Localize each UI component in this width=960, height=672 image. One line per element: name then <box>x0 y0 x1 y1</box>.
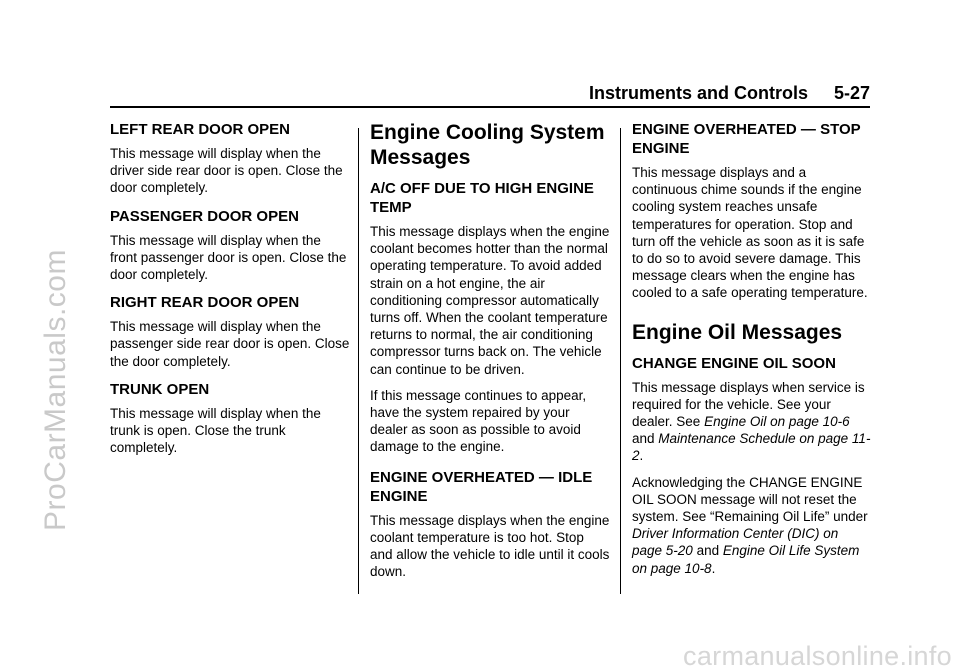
header-rule <box>110 106 870 108</box>
cross-reference: Driver Information Center (DIC) on page 5-20 <box>632 526 839 559</box>
section-text: This message will display when the passenger side rear door is open. Close the door completely. <box>110 319 350 369</box>
section-left-rear-door <box>110 120 350 197</box>
column-1 <box>110 120 350 466</box>
header-section-title: Instruments and Controls <box>588 83 808 103</box>
section-text: If this message continues to appear, have the system repaired by your dealer as soon as possible to avoid damage to the engine. <box>370 387 587 455</box>
column-2 <box>370 120 610 592</box>
section-text: This message will display when the front passenger door is open. Close the door completely. <box>110 232 347 283</box>
section-text: This message displays when service is required for the vehicle. See your dealer. See Engine Oil on page 10-6 and Maintenance Schedule on page 11-2. <box>632 379 871 464</box>
section-trunk-open <box>110 380 350 457</box>
section-text: This message displays when the engine coolant becomes hotter than the normal operating temperature. To avoid added strain on a hot engine, the air conditioning compressor automatically turns off. When the coolant temperature returns to normal, the air conditioning compressor turns back on. The vehicle can continue to be driven. <box>370 224 610 377</box>
section-text: This message displays when the engine coolant temperature is too hot. Stop and allow the vehicle to idle until it cools down. <box>370 512 610 580</box>
section-overheated-stop <box>632 120 872 302</box>
section-overheated-idle <box>370 468 610 581</box>
watermark-bottom: carmanualsonline.info <box>683 641 952 671</box>
section-title: RIGHT REAR DOOR OPEN <box>110 294 300 312</box>
section-text: This message will display when the trunk is open. Close the trunk completely. <box>110 405 321 456</box>
cross-reference: Engine Oil on page 10-6 <box>704 414 850 430</box>
section-title: CHANGE ENGINE OIL SOON <box>632 354 836 372</box>
section-text: Acknowledging the CHANGE ENGINE OIL SOON message will not reset the system. See “Remaining Oil Life” under Driver Information Center (DIC) on page 5-20 and Engine Oil Life System on page 10-8. <box>632 474 868 576</box>
section-change-oil <box>632 354 872 577</box>
section-title: PASSENGER DOOR OPEN <box>110 207 299 225</box>
heading-engine-cooling: Engine Cooling System Messages <box>370 121 605 169</box>
heading-engine-oil: Engine Oil Messages <box>632 320 843 344</box>
section-title: ENGINE OVERHEATED — STOP ENGINE <box>632 121 861 157</box>
section-title: TRUNK OPEN <box>110 380 210 398</box>
section-title: ENGINE OVERHEATED — IDLE ENGINE <box>370 468 593 505</box>
section-right-rear-door <box>110 293 350 370</box>
column-divider-2 <box>620 128 621 594</box>
column-3 <box>632 120 872 589</box>
cross-reference: Maintenance Schedule on page 11-2 <box>632 431 871 464</box>
section-title: LEFT REAR DOOR OPEN <box>110 121 291 138</box>
page-number: 5-27 <box>833 83 870 103</box>
section-ac-off <box>370 179 610 456</box>
running-header <box>110 82 870 104</box>
watermark-vertical-text: ProCarManuals.com <box>39 249 72 531</box>
section-text: This message will display when the driver side rear door is open. Close the door completely. <box>110 146 343 196</box>
section-passenger-door <box>110 207 350 284</box>
section-title: A/C OFF DUE TO HIGH ENGINE TEMP <box>370 180 594 216</box>
column-divider-1 <box>358 128 359 594</box>
section-text: This message displays and a continuous chime sounds if the engine cooling system reaches unsafe temperatures for operation. Stop and turn off the vehicle as soon as it is safe to do so to avoid severe damage. This message clears when the engine has cooled to a safe operating temperature. <box>632 165 868 301</box>
cross-reference: Engine Oil Life System on page 10-8 <box>632 543 860 576</box>
